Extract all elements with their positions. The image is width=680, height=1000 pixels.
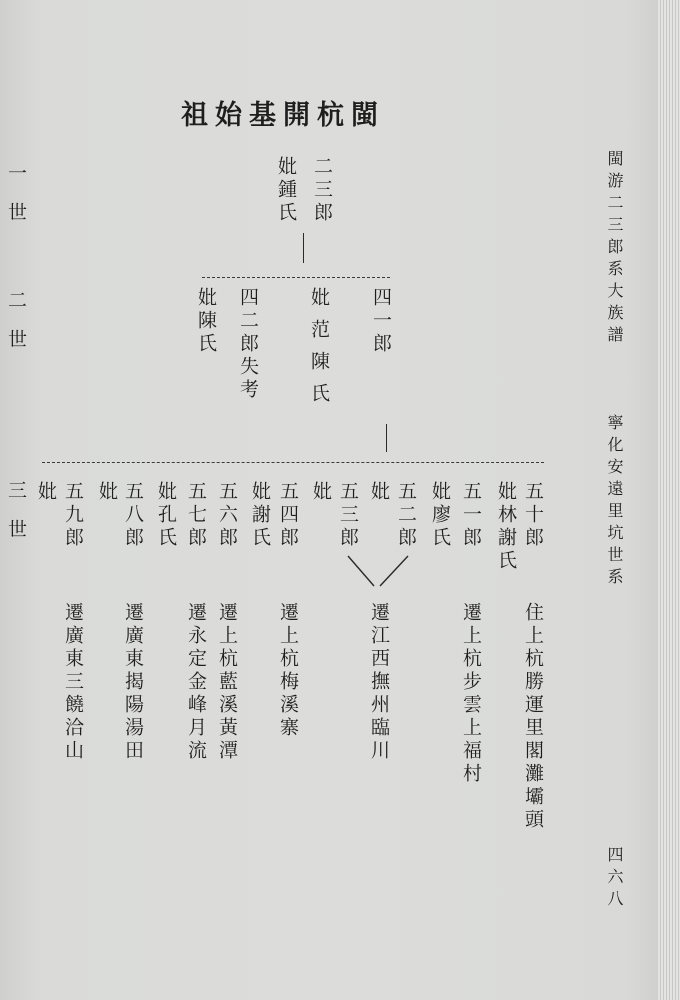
gen2-name-1: 四一郎 [370, 287, 392, 356]
gen2-descent-line [386, 424, 387, 452]
joint-note-brace [345, 552, 415, 592]
gen3-name-6: 五六郎 [216, 481, 238, 550]
gen3-spouse-2: 妣廖氏 [429, 481, 451, 550]
gen3-name-4: 五三郎 [337, 481, 359, 550]
gen3-spouse-7: 妣孔氏 [155, 481, 177, 550]
gen3-note-4: 遷江西撫州臨川 [368, 602, 390, 763]
gen1-descent-line [303, 233, 304, 263]
side-subtitle: 寧化安遠里坑世系 [605, 414, 624, 590]
gen3-connector [42, 462, 544, 463]
gen3-note-6: 遷上杭藍溪黃潭 [216, 602, 238, 763]
generation-label-3: 三世 [5, 480, 27, 558]
gen3-spouse-5: 妣謝氏 [249, 481, 271, 550]
gen3-name-5: 五四郎 [277, 481, 299, 550]
gen3-note-9: 遷廣東三饒洽山 [62, 602, 84, 763]
gen1-name: 二三郎 [311, 156, 333, 225]
gen3-note-7: 遷永定金峰月流 [185, 602, 207, 763]
gen3-name-1: 五十郎 [522, 481, 544, 550]
gen3-note-8: 遷廣東揭陽湯田 [122, 602, 144, 763]
side-title: 閩游二三郎系大族譜 [605, 150, 624, 348]
gen3-note-5: 遷上杭梅溪寨 [277, 602, 299, 740]
gen3-name-8: 五八郎 [122, 481, 144, 550]
gen3-name-7: 五七郎 [185, 481, 207, 550]
gen1-spouse: 妣鍾氏 [275, 156, 297, 225]
gen2-spouse-1: 妣范陳氏 [308, 287, 330, 415]
page-edge [658, 0, 680, 1000]
gen3-spouse-8: 妣 [96, 481, 118, 504]
page-number: 四六八 [605, 846, 624, 912]
gen3-name-2: 五一郎 [460, 481, 482, 550]
gen3-spouse-9: 妣 [35, 481, 57, 504]
gen2-name-2: 四二郎失考 [237, 287, 259, 402]
gen3-note-2: 遷上杭步雲上福村 [460, 602, 482, 786]
page-title: 祖始基開杭閩 [181, 100, 385, 131]
gen3-spouse-4: 妣 [310, 481, 332, 504]
gen2-spouse-2: 妣陳氏 [195, 287, 217, 356]
generation-label-1: 一世 [5, 163, 27, 241]
gen3-note-1: 住上杭勝運里閣灘壩頭 [522, 602, 544, 832]
gen2-connector [202, 277, 390, 278]
gen3-name-3: 五二郎 [395, 481, 417, 550]
gen3-spouse-3: 妣 [368, 481, 390, 504]
generation-label-2: 二世 [5, 290, 27, 368]
gen3-spouse-1: 妣林謝氏 [495, 481, 517, 573]
gen3-name-9: 五九郎 [62, 481, 84, 550]
